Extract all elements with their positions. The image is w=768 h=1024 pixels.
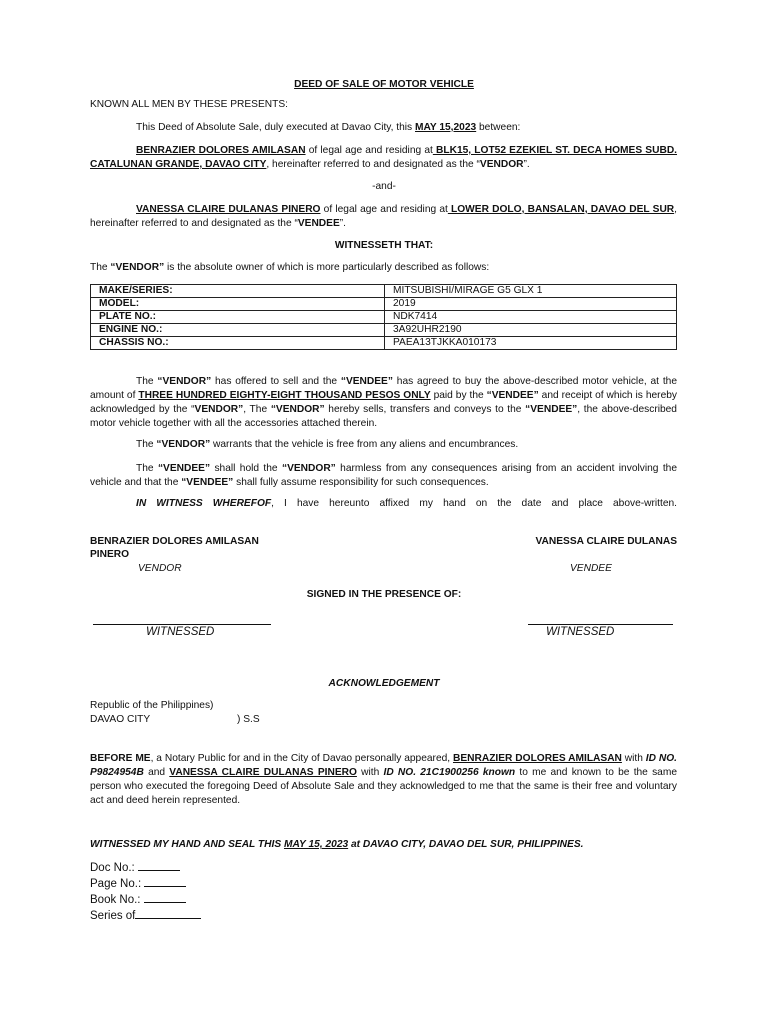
vendee-role-label: VENDEE	[570, 563, 612, 574]
vehicle-value: PAEA13TJKKA010173	[385, 337, 677, 350]
series-of-label: Series of	[90, 910, 136, 922]
before-me-text: with	[356, 767, 384, 778]
venue-city: DAVAO CITY	[90, 714, 151, 725]
book-no	[90, 891, 186, 908]
before-me-bold: BEFORE ME	[90, 753, 151, 764]
known-all-heading: KNOWN ALL MEN BY THESE PRESENTS:	[90, 99, 288, 110]
appearer-name-1: BENRAZIER DOLORES AMILASAN	[452, 753, 622, 764]
offer-text: hereby sells, transfers and conveys to the	[324, 404, 526, 415]
hold-vendee: “VENDEE”	[157, 463, 211, 474]
offer-vendee: “VENDEE”	[340, 376, 393, 387]
offer-amount: THREE HUNDRED EIGHTY-EIGHT THOUSAND PESOS ONLY	[138, 390, 431, 401]
doc-no	[90, 859, 180, 876]
offer-text: paid by the	[430, 390, 487, 401]
page-no-blank	[144, 875, 186, 887]
page-no-label: Page No.:	[90, 878, 145, 890]
vehicle-table	[90, 284, 677, 350]
vendor-role-label: VENDOR	[138, 563, 182, 574]
vendee-paragraph	[90, 203, 677, 231]
before-me-text: , a Notary Public for and in the City of Davao personally appeared,	[150, 753, 453, 764]
vehicle-label: ENGINE NO.:	[91, 324, 385, 337]
appearer-id-2: ID NO. 21C1900256 known	[383, 767, 516, 778]
table-row	[91, 311, 677, 324]
vehicle-label: CHASSIS NO.:	[91, 337, 385, 350]
offer-text-end: , the above-described motor vehicle together with all the accessories attached therein.	[90, 404, 677, 429]
owner-vendor: “VENDOR”	[110, 262, 165, 273]
offer-vendee: “VENDEE”	[525, 404, 578, 415]
vendee-text-2: , hereinafter referred to and designated as the “	[90, 204, 677, 229]
seal-text-end: at DAVAO CITY, DAVAO DEL SUR, PHILIPPINES.	[348, 839, 584, 850]
offer-vendee: “VENDEE”	[486, 390, 539, 401]
offer-text: The	[136, 376, 158, 387]
offer-paragraph	[90, 375, 677, 431]
warrant-text-end: warrants that the vehicle is free from any aliens and encumbrances.	[210, 439, 519, 450]
warrant-text: The	[136, 439, 157, 450]
vendee-text: of legal age and residing at	[320, 204, 448, 215]
warrant-vendor: “VENDOR”	[156, 439, 211, 450]
before-me-text-end: to me and known to be the same person who executed the foregoing Deed of Absolute Sale and they acknowledged to me that the same is their free and voluntary act and deed herein represented.	[90, 767, 677, 806]
table-row	[91, 298, 677, 311]
offer-vendor: VENDOR”	[194, 404, 244, 415]
hold-text: harmless from any consequences arising from an accident involving the vehicle and that the	[90, 463, 677, 488]
vendor-signature-name-line2: PINERO	[90, 549, 130, 560]
witnesseth-heading: WITNESSETH THAT:	[334, 240, 434, 251]
vendee-signature-name: VANESSA CLAIRE DULANAS	[535, 536, 677, 547]
appearer-name-2: VANESSA CLAIRE DULANAS PINERO	[169, 767, 357, 778]
vendee-text-end: ”.	[339, 218, 346, 229]
hold-text: shall hold the	[210, 463, 282, 474]
before-me-paragraph	[90, 752, 677, 808]
and-separator: -and-	[372, 181, 396, 192]
hold-vendee: “VENDEE”	[181, 477, 234, 488]
witnessed-left-label: WITNESSED	[146, 626, 215, 638]
offer-text: has agreed to buy the above-described motor vehicle, at the amount of	[90, 376, 677, 401]
before-me-text: and	[143, 767, 170, 778]
hold-paragraph	[90, 462, 677, 490]
offer-vendor: “VENDOR”	[270, 404, 325, 415]
vendor-name: BENRAZIER DOLORES AMILASAN	[136, 145, 306, 156]
offer-vendor: “VENDOR”	[157, 376, 212, 387]
vehicle-value: NDK7414	[385, 311, 677, 324]
intro-paragraph	[136, 122, 520, 133]
vehicle-label: MODEL:	[91, 298, 385, 311]
seal-text: WITNESSED MY HAND AND SEAL THIS	[90, 839, 284, 850]
page-no	[90, 875, 186, 892]
witness-signature-line-left	[93, 624, 271, 625]
owner-text-end: is the absolute owner of which is more particularly described as follows:	[164, 262, 490, 273]
vendor-signature-name: BENRAZIER DOLORES AMILASAN	[90, 536, 259, 547]
before-me-text: with	[621, 753, 646, 764]
hold-text-end: shall fully assume responsibility for such consequences.	[233, 477, 489, 488]
doc-no-label: Doc No.:	[90, 862, 138, 874]
witness-whereof-text: , I have hereunto affixed my hand on the date and place above-written.	[271, 498, 677, 509]
hold-text: The	[136, 463, 158, 474]
offer-text: , The	[243, 404, 271, 415]
vendor-text-2: , hereinafter referred to and designated as the “	[266, 159, 480, 170]
witness-whereof-paragraph	[136, 498, 677, 509]
intro-text: This Deed of Absolute Sale, duly executed at Davao City, this	[136, 122, 415, 133]
owner-line	[90, 262, 489, 273]
vehicle-value: 3A92UHR2190	[385, 324, 677, 337]
owner-text: The	[90, 262, 111, 273]
witness-signature-line-right	[528, 624, 673, 625]
vendee-address: LOWER DOLO, BANSALAN, DAVAO DEL SUR	[447, 204, 675, 215]
vehicle-label: MAKE/SERIES:	[91, 285, 385, 298]
hold-vendor: “VENDOR”	[282, 463, 336, 474]
seal-date: MAY 15, 2023	[283, 839, 349, 850]
vendor-paragraph	[90, 144, 677, 172]
venue-ss: ) S.S	[237, 714, 260, 725]
vendor-text: of legal age and residing at	[305, 145, 433, 156]
signed-presence-heading: SIGNED IN THE PRESENCE OF:	[306, 589, 462, 600]
vehicle-value: MITSUBISHI/MIRAGE G5 GLX 1	[385, 285, 677, 298]
vendee-name: VANESSA CLAIRE DULANAS PINERO	[136, 204, 321, 215]
series-of	[90, 907, 201, 924]
book-no-blank	[144, 891, 186, 903]
offer-text: has offered to sell and the	[211, 376, 341, 387]
table-row	[91, 324, 677, 337]
book-no-label: Book No.:	[90, 894, 144, 906]
vendor-text-end: ”.	[523, 159, 530, 170]
intro-text-end: between:	[476, 122, 521, 133]
appearer-id-1: ID NO. P9824954B	[90, 753, 677, 778]
witness-whereof-italic: IN WITNESS WHEREFOF	[136, 498, 272, 509]
table-row	[91, 285, 677, 298]
acknowledgement-heading: ACKNOWLEDGEMENT	[328, 678, 440, 689]
venue-republic: Republic of the Philippines)	[90, 700, 214, 711]
seal-line	[90, 839, 583, 850]
vendor-role: VENDOR	[479, 159, 524, 170]
witnessed-right-label: WITNESSED	[546, 626, 615, 638]
offer-text: and receipt of which is hereby acknowledged by the “	[90, 390, 677, 415]
intro-date: MAY 15,2023	[415, 122, 477, 133]
vehicle-value: 2019	[385, 298, 677, 311]
vehicle-label: PLATE NO.:	[91, 311, 385, 324]
vendee-role: VENDEE	[297, 218, 340, 229]
warrant-paragraph	[136, 439, 518, 450]
table-row	[91, 337, 677, 350]
series-of-blank	[135, 907, 201, 919]
document-title: DEED OF SALE OF MOTOR VEHICLE	[294, 79, 474, 90]
vendor-address: BLK15, LOT52 EZEKIEL ST. DECA HOMES SUBD. CATALUNAN GRANDE, DAVAO CITY	[90, 145, 678, 170]
doc-no-blank	[138, 859, 180, 871]
